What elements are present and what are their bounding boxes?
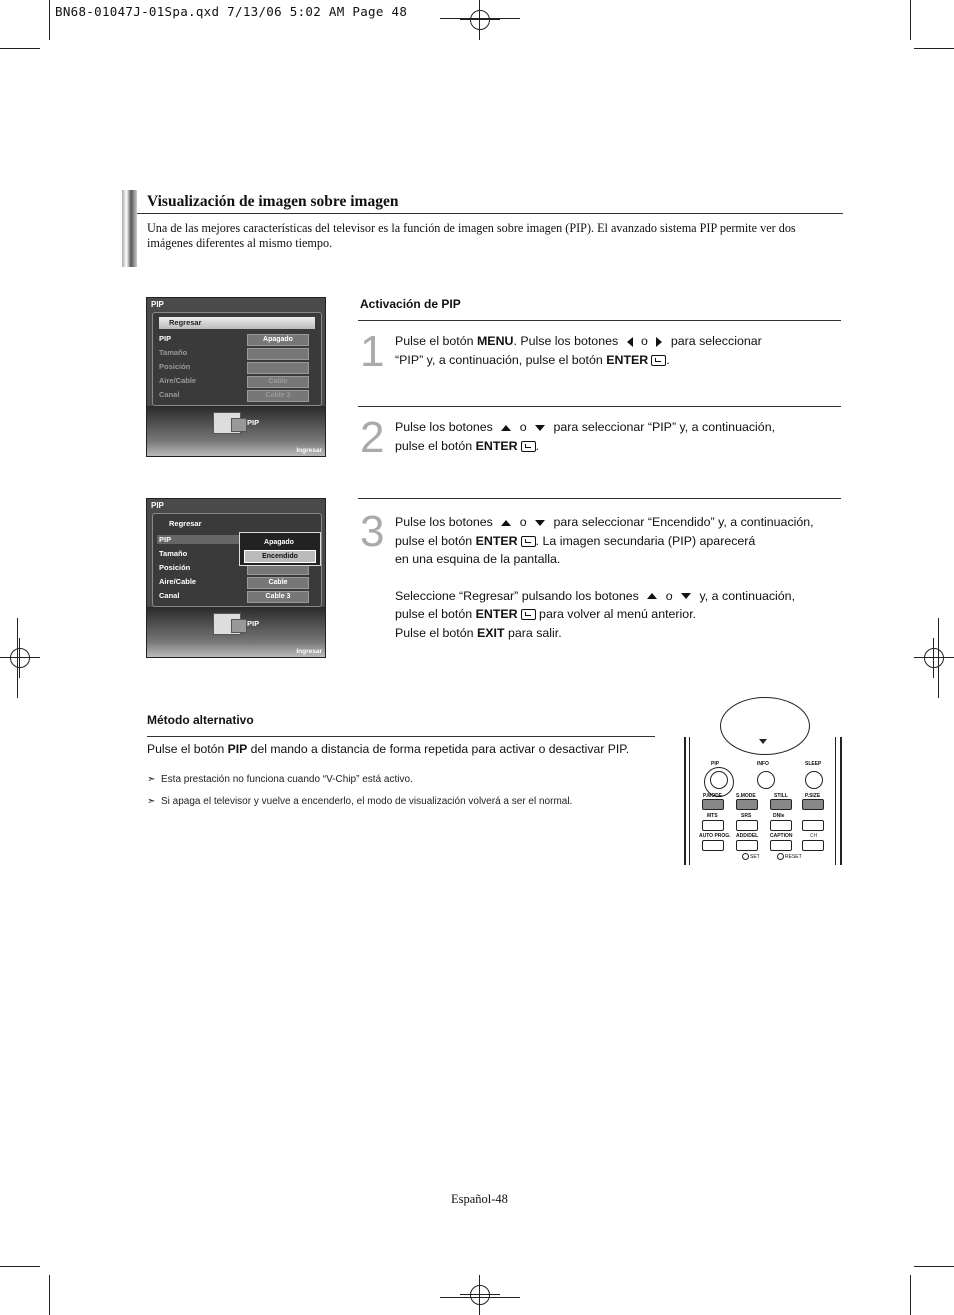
sleep-button — [805, 771, 823, 789]
osd-row: PIP — [159, 334, 172, 343]
registration-mark — [0, 638, 40, 678]
osd-value: Apagado — [247, 334, 309, 346]
osd-pip-label: PIP — [247, 619, 260, 628]
remote-label: P.SIZE — [805, 793, 821, 799]
crop-mark — [914, 1266, 954, 1267]
osd-back-item: Regresar — [159, 317, 315, 329]
pip-button — [710, 771, 728, 789]
osd-back-item: Regresar — [169, 519, 202, 528]
crop-mark — [910, 0, 911, 40]
section-bar — [122, 190, 137, 267]
reset-button — [777, 853, 784, 860]
osd-footer — [147, 607, 325, 657]
remote-label: ADD/DEL — [736, 833, 759, 839]
osd-menu-pane — [152, 312, 322, 406]
osd-screen-2 — [146, 498, 326, 658]
step-number: 2 — [360, 413, 385, 462]
remote-label: SET — [750, 854, 760, 860]
set-button — [742, 853, 749, 860]
popup-option-selected: Encendido — [244, 550, 316, 563]
ch-up-button — [802, 820, 824, 831]
osd-menu-pane — [152, 513, 322, 607]
note-arrow-icon: ➣ — [147, 774, 156, 785]
step-number: 3 — [360, 507, 385, 556]
step-rule — [358, 498, 841, 499]
enter-icon — [521, 441, 536, 452]
osd-title: PIP — [151, 501, 164, 510]
osd-value: Cable 3 — [247, 591, 309, 603]
dpad-outline — [720, 697, 810, 755]
down-arrow-icon — [535, 520, 545, 526]
enter-icon — [521, 536, 536, 547]
pip-window-icon — [231, 619, 247, 633]
registration-mark — [460, 1275, 500, 1315]
remote-label: CH — [810, 833, 818, 839]
osd-value: Cable 3 — [247, 390, 309, 402]
popup-option: Apagado — [264, 539, 294, 546]
osd-value: Cable — [247, 577, 309, 589]
down-arrow-icon — [535, 425, 545, 431]
still-button — [770, 799, 792, 810]
activation-title: Activación de PIP — [360, 297, 461, 311]
step-rule — [358, 406, 841, 407]
up-arrow-icon — [647, 593, 657, 599]
alternative-text: Pulse el botón PIP del mando a distancia de forma repetida para activar o desactivar PIP. — [147, 742, 630, 756]
step-2-text: Pulse los botones o para seleccionar “PIP” y, a continuación, pulse el botón ENTER . — [395, 420, 776, 453]
osd-size-icon — [247, 348, 309, 360]
alternative-rule — [147, 736, 655, 737]
page-footer: Español-48 — [451, 1192, 508, 1206]
ch-down-button — [802, 840, 824, 851]
osd-value: Cable — [247, 376, 309, 388]
smode-button — [736, 799, 758, 810]
osd-screen-1 — [146, 297, 326, 457]
down-arrow-icon — [681, 593, 691, 599]
crop-mark — [910, 1275, 911, 1315]
remote-label: SLEEP — [805, 761, 822, 767]
crop-mark — [938, 618, 939, 698]
step-3-text: Pulse los botones o para seleccionar “Encendido” y, a continuación, pulse el botón ENTER . La imagen secundaria (PIP) aparecerá en una esquina de la pantalla. Seleccione “Regresar” pulsando los botones o y, a continuación, pulse el botón ENTER para volver al menú anterior. Pulse el botón EXIT para salir. — [395, 515, 814, 640]
mts-button — [702, 820, 724, 831]
note-2: ➣ Si apaga el televisor y vuelve a encenderlo, el modo de visualización volverá a ser el normal. — [147, 796, 573, 807]
right-arrow-icon — [656, 337, 662, 347]
intro-text: Una de las mejores características del televisor es la función de imagen sobre imagen (PIP). El avanzado sistema PIP permite ver dos imágenes diferentes al mismo tiempo. — [147, 221, 796, 250]
auto-prog-button — [702, 840, 724, 851]
step-rule — [358, 320, 841, 321]
osd-row: Aire/Cable — [159, 376, 197, 385]
note-arrow-icon: ➣ — [147, 796, 156, 807]
osd-title: PIP — [151, 300, 164, 309]
osd-row: Aire/Cable — [159, 577, 197, 586]
pip-window-icon — [231, 418, 247, 432]
crop-mark — [440, 1297, 520, 1298]
crop-mark — [0, 48, 40, 49]
left-arrow-icon — [627, 337, 633, 347]
section-title: Visualización de imagen sobre imagen — [147, 193, 399, 210]
alternative-title: Método alternativo — [147, 713, 254, 727]
osd-enter-label: Ingresar — [296, 648, 322, 655]
osd-pip-label: PIP — [247, 418, 260, 427]
remote-label: STILL — [774, 793, 788, 799]
osd-row: Tamaño — [159, 348, 188, 357]
crop-mark — [440, 18, 520, 19]
remote-label: INFO — [757, 761, 769, 767]
dnie-button — [770, 820, 792, 831]
remote-label: RESET — [785, 854, 802, 860]
osd-row: Tamaño — [159, 549, 188, 558]
info-button — [757, 771, 775, 789]
enter-icon — [651, 355, 666, 366]
remote-label: DNIe — [773, 813, 785, 819]
crop-mark — [49, 0, 50, 40]
step-number: 1 — [360, 327, 385, 376]
up-arrow-icon — [501, 425, 511, 431]
osd-popup — [239, 532, 321, 566]
remote-label: P.MODE — [703, 793, 723, 799]
title-rule — [137, 213, 843, 214]
osd-row: PIP — [157, 535, 239, 544]
psize-button — [802, 799, 824, 810]
osd-row: Posición — [159, 362, 191, 371]
file-header: BN68-01047J-01Spa.qxd 7/13/06 5:02 AM Page 48 — [55, 4, 408, 19]
remote-label: S.MODE — [736, 793, 756, 799]
enter-icon — [521, 609, 536, 620]
remote-label: SRS — [741, 813, 752, 819]
remote-label: AUTO PROG. — [699, 833, 731, 839]
osd-row: Canal — [159, 390, 180, 399]
crop-mark — [49, 1275, 50, 1315]
osd-row: Posición — [159, 563, 191, 572]
osd-position-icon — [247, 362, 309, 374]
registration-mark — [460, 0, 500, 40]
remote-label: PIP — [711, 761, 720, 767]
remote-control-illustration — [684, 737, 842, 865]
note-1: ➣ Esta prestación no funciona cuando “V-Chip” está activo. — [147, 774, 413, 785]
down-arrow-icon — [759, 739, 767, 744]
up-arrow-icon — [501, 520, 511, 526]
srs-button — [736, 820, 758, 831]
osd-footer — [147, 406, 325, 456]
osd-enter-label: Ingresar — [296, 447, 322, 454]
crop-mark — [0, 1266, 40, 1267]
remote-label: MTS — [707, 813, 718, 819]
pmode-button — [702, 799, 724, 810]
step-1-text: Pulse el botón MENU. Pulse los botones o para seleccionar “PIP” y, a continuación, pulse el botón ENTER . — [395, 334, 762, 367]
remote-label: CAPTION — [770, 833, 793, 839]
osd-row: Canal — [159, 591, 180, 600]
caption-button — [770, 840, 792, 851]
add-del-button — [736, 840, 758, 851]
crop-mark — [914, 48, 954, 49]
crop-mark — [17, 618, 18, 698]
registration-mark — [914, 638, 954, 678]
